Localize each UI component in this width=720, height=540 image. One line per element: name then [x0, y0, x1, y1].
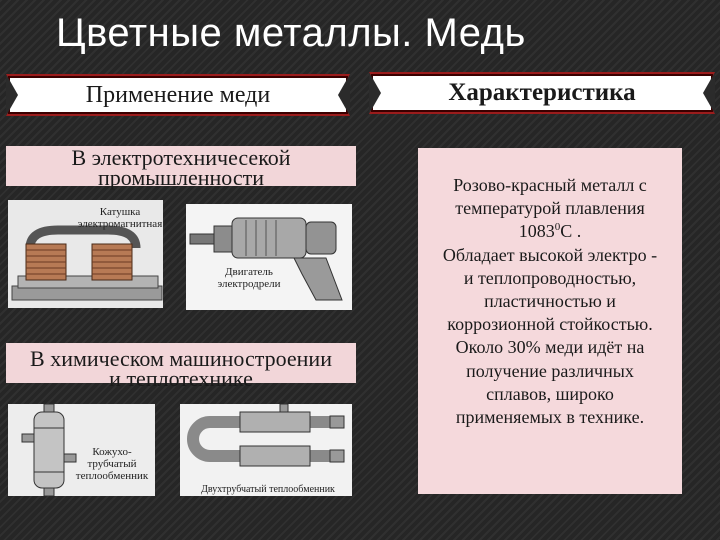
- char-line-1: Розово-красный металл с: [453, 175, 647, 195]
- chemical-line-1: В химическом машиностроении: [30, 346, 332, 371]
- chemical-line-2: и теплотехнике: [109, 366, 253, 391]
- coil-caption-line-2: электромагнитная: [77, 218, 163, 230]
- char-line-4: Обладает высокой электро -: [442, 244, 658, 265]
- shell-caption: [68, 446, 156, 482]
- application-banner: Применение меди: [6, 74, 350, 116]
- coil-caption: [70, 206, 170, 230]
- shell-caption-line-3: теплообменник: [75, 470, 149, 482]
- shell-tube-exchanger-image: [8, 404, 155, 496]
- drill-caption: [194, 266, 304, 290]
- double-exchanger-drawing: [180, 404, 352, 496]
- characteristic-banner: Характеристика: [369, 72, 715, 114]
- shell-caption-line-1: Кожухо-: [92, 446, 132, 458]
- shell-caption-line-2: трубчатый: [87, 458, 137, 470]
- slide-title: Цветные металлы. Медь: [56, 11, 526, 55]
- temp-unit: С .: [560, 221, 582, 242]
- melting-temp-value: 1083: [518, 221, 555, 242]
- drill-caption-line-1: Двигатель: [225, 266, 273, 278]
- electrotech-line-2: промышленности: [98, 165, 264, 190]
- electrotech-line-1: В электротехничесекой: [71, 145, 291, 170]
- degree-superscript: 0: [554, 221, 561, 234]
- char-line-5: и теплопроводностью,: [463, 267, 637, 288]
- char-line-7: коррозионной стойкостью.: [447, 314, 653, 335]
- char-line-10: сплавов, широко: [486, 383, 614, 404]
- electric-drill-image: [186, 204, 352, 310]
- electromagnetic-coil-image: [8, 200, 163, 308]
- char-line-6: пластичностью и: [484, 291, 616, 312]
- drill-drawing: [186, 204, 352, 310]
- char-line-3: [426, 220, 674, 243]
- double-caption: Двухтрубчатый теплообменник: [201, 484, 335, 495]
- characteristic-text-panel: [418, 148, 682, 494]
- char-line-8: Около 30% меди идёт на: [455, 337, 645, 358]
- coil-caption-line-1: Катушка: [99, 206, 141, 218]
- char-line-11: применяемых в технике.: [455, 407, 645, 428]
- drill-caption-line-2: электродрели: [217, 278, 281, 290]
- char-line-2: температурой плавления: [455, 198, 645, 219]
- electrotech-section-header: [6, 145, 356, 190]
- chemical-section-header: [6, 343, 356, 391]
- double-pipe-exchanger-image: [180, 404, 352, 496]
- char-line-9: получение различных: [466, 360, 634, 381]
